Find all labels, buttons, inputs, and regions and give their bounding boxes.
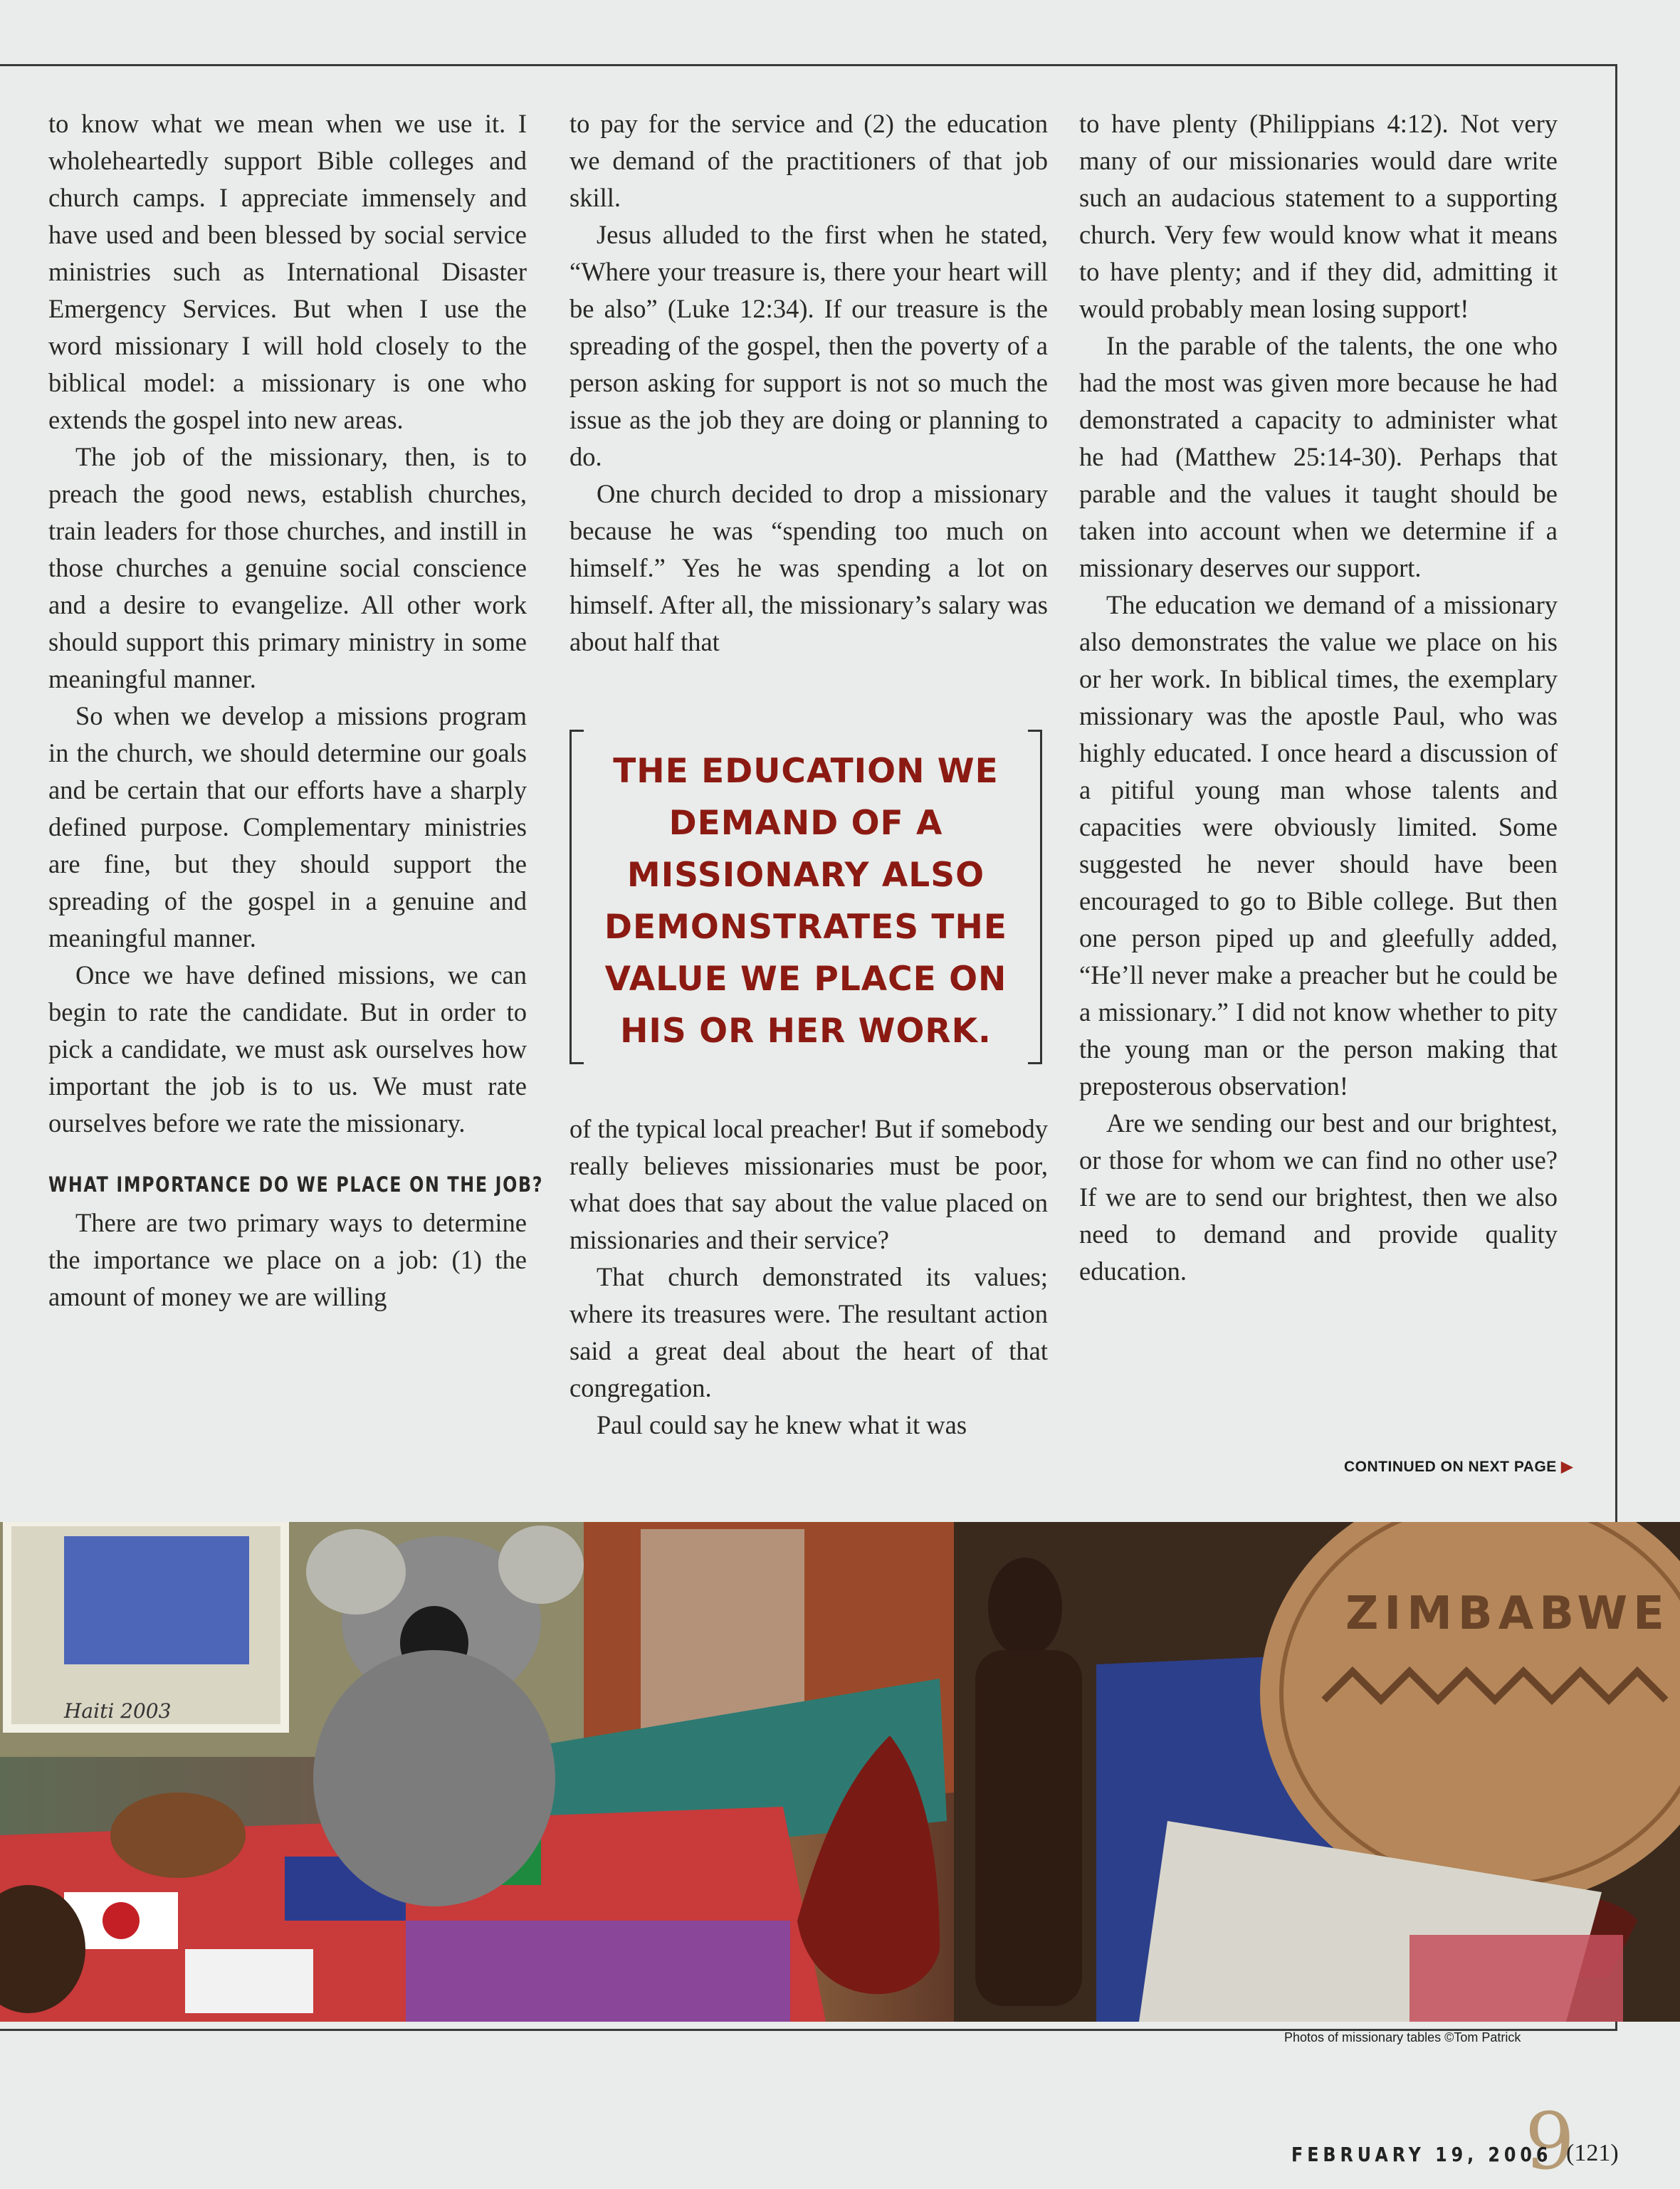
statue-body	[975, 1650, 1082, 2006]
koala-ear-right	[498, 1526, 584, 1604]
koala-body	[313, 1650, 555, 1906]
column-1	[48, 105, 544, 1316]
triangle-right-icon: ▶	[1561, 1459, 1573, 1475]
brand-mark: 9	[1525, 2096, 1575, 2187]
photo-handwriting: Haiti 2003	[64, 1699, 172, 1723]
photo-caption: Photos of missionary tables ©Tom Patrick	[1284, 2030, 1521, 2044]
basket-lettering: ZIMBABWE	[1345, 1587, 1670, 1640]
paragraph: to pay for the service and (2) the education we demand of the practitioners of that job skill.	[569, 109, 1048, 212]
flag-japan-dot	[103, 1902, 140, 1939]
paragraph: to know what we mean when we use it. I wholeheartedly support Bible colleges and church camps. I appreciate immensely and have used and been blessed by social service ministries such as International Disaster Emergency Services. But when I use the word missionary I will hold closely to the biblical model: a missionary is one who extends the gospel into new areas.	[48, 109, 527, 434]
photo-illustration	[0, 1522, 1680, 2022]
paragraph: Are we sending our best and our brightest, or those for whom we can find no other use? If we are to send our brightest, then we also need to demand and provide quality education.	[1079, 1108, 1558, 1286]
koala-ear-left	[306, 1529, 406, 1615]
postcard	[1409, 1935, 1623, 2022]
paragraph: One church decided to drop a missionary because he was “spending too much on himself.” Yes he was spending a lot on himself. After all, the missionary’s salary was about half that	[569, 479, 1048, 656]
continued-label: CONTINUED ON NEXT PAGE	[1344, 1459, 1557, 1475]
pull-quote-text: THE EDUCATION WE DEMAND OF A MISSIONARY ALSO DEMONSTRATES THE VALUE WE PLACE ON HIS OR HER WORK.	[604, 752, 1007, 1051]
paragraph: The job of the missionary, then, is to preach the good news, establish churches, train leaders for those churches, and instill in those churches a genuine social conscience and a desire to evangelize. All other work should support this primary ministry in some meaningful manner.	[48, 442, 527, 693]
page-number: (121)	[1566, 2140, 1619, 2166]
paragraph: Once we have defined missions, we can begin to rate the candidate. But in order to pick a candidate, we must ask ourselves how important the job is to us. We must rate ourselves before we rate the missionary.	[48, 960, 527, 1138]
paragraph: to have plenty (Philippians 4:12). Not very many of our missionaries would dare write such an audacious statement to a supporting church. Very few would know what it means to have plenty; and if they did, admitting it would probably mean losing support!	[1079, 109, 1558, 323]
issue-date: FEBRUARY 19, 2006	[1291, 2143, 1553, 2166]
coconut-shell	[110, 1792, 246, 1878]
paragraph: There are two primary ways to determine the importance we place on a job: (1) the amount of money we are willing	[48, 1208, 527, 1311]
continued-link[interactable]	[1344, 1458, 1573, 1476]
column-2-top	[569, 105, 1048, 661]
paragraph: So when we develop a missions program in the church, we should determine our goals and be certain that our efforts have a sharply defined purpose. Complementary ministries are fine, but they should support the spreading of the gospel in a genuine and meaningful manner.	[48, 701, 527, 952]
flag-white	[185, 1949, 313, 2013]
paragraph: Jesus alluded to the first when he stated, “Where your treasure is, there your heart will be also” (Luke 12:34). If our treasure is the spreading of the gospel, then the poverty of a person asking for support is not so much the issue as the job they are doing or planning to do.	[569, 220, 1048, 471]
pull-quote-right-bracket	[1028, 730, 1042, 1064]
paragraph: In the parable of the talents, the one who had the most was given more because he had demonstrated a capacity to administer what he had (Matthew 25:14-30). Perhaps that parable and the values it taught should be taken into account when we determine if a missionary deserves our support.	[1079, 331, 1558, 582]
section-subhead: WHAT IMPORTANCE DO WE PLACE ON THE JOB?	[48, 1172, 544, 1197]
paragraph: That church demonstrated its values; where its treasures were. The resultant action said a great deal about the heart of that congregation.	[569, 1262, 1048, 1402]
pull-quote	[569, 730, 1042, 1064]
paragraph: Paul could say he knew what it was	[597, 1410, 967, 1439]
group-photo-bottom	[406, 1921, 790, 2022]
pull-quote-left-bracket	[569, 730, 584, 1064]
paragraph: of the typical local preacher! But if somebody really believes missionaries must be poor, what does that say about the value placed on missionaries and their service?	[569, 1114, 1048, 1254]
column-2-bottom	[569, 1111, 1048, 1444]
photo-people	[64, 1536, 249, 1664]
statue-head	[988, 1558, 1062, 1657]
paragraph: The education we demand of a missionary also demonstrates the value we place on his or her work. In biblical times, the exemplary missionary was the apostle Paul, who was highly educated. I once heard a discussion of a pitiful young man whose talents and capacities were obviously limited. Some suggested he never should have been encouraged to go to Bible college. But then one person piped up and gleefully added, “He’ll never make a preacher but he could be a missionary.” I did not know whether to pity the young man or the person making that preposterous observation!	[1079, 590, 1558, 1101]
forest-photo-people	[641, 1529, 804, 1728]
column-3	[1079, 105, 1558, 1290]
missionary-table-photo	[0, 1522, 1680, 2022]
